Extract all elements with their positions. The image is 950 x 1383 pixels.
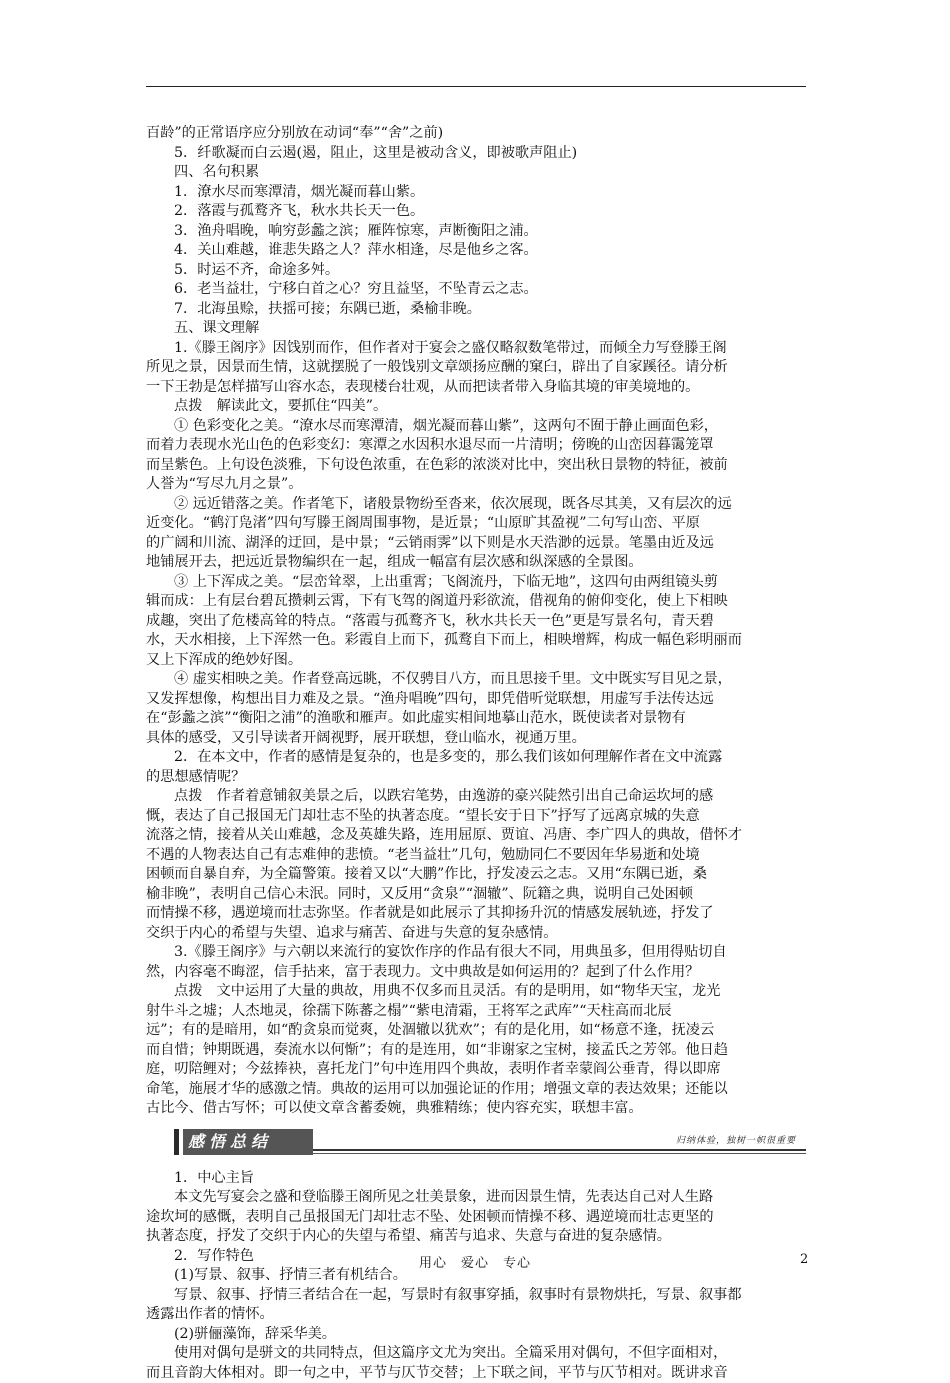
text-line: 水，天水相接，上下浑然一色。彩霞自上而下，孤鹜自下而上，相映增辉，构成一幅色彩明丽而 bbox=[146, 631, 806, 651]
text-line: 而呈紫色。上句设色淡雅，下句设色浓重，在色彩的浓淡对比中，突出秋日景物的特征，被前 bbox=[146, 456, 806, 476]
text-line: 具体的感受，又引导读者开阔视野，展开联想，登山临水，视通万里。 bbox=[146, 729, 806, 749]
page-number: 2 bbox=[800, 1252, 808, 1267]
text-line: 本文先写宴会之盛和登临滕王阁所见之壮美景象，进而因景生情，先表达自己对人生路 bbox=[146, 1188, 806, 1208]
text-line: 庭，叨陪鲤对；今兹捧袂，喜托龙门”句中连用四个典故，表明作者幸蒙阎公垂青，得以即席 bbox=[146, 1060, 806, 1080]
text-line: 点拨 作者着意铺叙美景之后，以跌宕笔势，由逸游的豪兴陡然引出自己命运坎坷的感 bbox=[146, 787, 806, 807]
text-line: 慨，表达了自己报国无门却壮志不坠的执著态度。“望长安于日下”抒写了远离京城的失意 bbox=[146, 807, 806, 827]
text-line: 古比今、借古写怀；可以使文章含蓄委婉，典雅精练；使内容充实，联想丰富。 bbox=[146, 1099, 806, 1119]
text-line: 而且音韵大体相对。即一句之中，平节与仄节交替；上下联之间，平节与仄节相对。既讲求音 bbox=[146, 1364, 806, 1383]
text-line: 点拨 文中运用了大量的典故，用典不仅多而且灵活。有的是明用，如“物华天宝，龙光 bbox=[146, 982, 806, 1002]
text-line: 6．老当益壮，宁移白首之心？穷且益坚，不坠青云之志。 bbox=[146, 280, 806, 300]
text-line: ④ 虚实相映之美。作者登高远眺，不仅骋目八方，而且思接千里。文中既实写目见之景， bbox=[146, 670, 806, 690]
text-line: 然，内容毫不晦涩，信手拈来，富于表现力。文中典故是如何运用的？起到了什么作用？ bbox=[146, 963, 806, 983]
banner-subtitle: 归纳体验，独树一帜很重要 bbox=[676, 1133, 796, 1146]
text-line: (2)骈俪藻饰，辞采华美。 bbox=[146, 1325, 806, 1345]
text-line: 写景、叙事、抒情三者结合在一起，写景时有叙事穿插，叙事时有景物烘托，写景、叙事都 bbox=[146, 1286, 806, 1306]
text-line: 射牛斗之墟；人杰地灵，徐孺下陈蕃之榻”“紫电清霜，王将军之武库”“天柱高而北辰 bbox=[146, 1002, 806, 1022]
text-line: 3．渔舟唱晚，响穷彭蠡之滨；雁阵惊寒，声断衡阳之浦。 bbox=[146, 222, 806, 242]
footer-motto: 用心 爱心 专心 bbox=[0, 1252, 950, 1271]
text-line: 人誉为“写尽九月之景”。 bbox=[146, 475, 806, 495]
text-line: 5．纤歌凝而白云遏(遏，阻止，这里是被动含义，即被歌声阻止) bbox=[146, 144, 806, 164]
text-line: 不遇的人物表达自己有志难伸的悲愤。“老当益壮”几句，勉励同仁不要因年华易逝和处境 bbox=[146, 846, 806, 866]
text-line: 百龄”的正常语序应分别放在动词“奉”“舍”之前) bbox=[146, 124, 806, 144]
text-line: 远”；有的是暗用，如“酌贪泉而觉爽，处涸辙以犹欢”；有的是化用，如“杨意不逢，抚凌云 bbox=[146, 1021, 806, 1041]
text-line: 榆非晚”，表明自己信心未泯。同时，又反用“贪泉”“涸辙”、阮籍之典，说明自己处困顿 bbox=[146, 885, 806, 905]
text-block-main bbox=[146, 124, 806, 1119]
text-line: 的思想感情呢？ bbox=[146, 768, 806, 788]
text-line: 2．写作特色 bbox=[146, 1247, 806, 1267]
text-line: 7．北海虽赊，扶摇可接；东隅已逝，桑榆非晚。 bbox=[146, 300, 806, 320]
text-line: 又发挥想像，构想出目力难及之景。“渔舟唱晚”四句，即凭借听觉联想，用虚写手法传达远 bbox=[146, 690, 806, 710]
text-line: 3.《滕王阁序》与六朝以来流行的宴饮作序的作品有很大不同，用典虽多，但用得贴切自 bbox=[146, 943, 806, 963]
text-line: 2．落霞与孤鹜齐飞，秋水共长天一色。 bbox=[146, 202, 806, 222]
text-line: 5．时运不齐，命途多舛。 bbox=[146, 261, 806, 281]
banner-title: 感悟总结 bbox=[188, 1129, 272, 1155]
text-line: 五、课文理解 bbox=[146, 319, 806, 339]
section-banner bbox=[174, 1125, 806, 1159]
text-line: 四、名句积累 bbox=[146, 163, 806, 183]
text-line: 点拨 解读此文，要抓住“四美”。 bbox=[146, 397, 806, 417]
text-line: 地铺展开去，把远近景物编织在一起，组成一幅富有层次感和纵深感的全景图。 bbox=[146, 553, 806, 573]
text-line: 在“彭蠡之滨”“衡阳之浦”的渔歌和雁声。如此虚实相间地摹山范水，既使读者对景物有 bbox=[146, 709, 806, 729]
text-block-summary bbox=[146, 1169, 806, 1383]
text-line: 途坎坷的感慨，表明自己虽报国无门却壮志不坠、处困顿而情操不移、遇逆境而壮志更坚的 bbox=[146, 1208, 806, 1228]
text-line: 1.《滕王阁序》因饯别而作，但作者对于宴会之盛仅略叙数笔带过，而倾全力写登滕王阁 bbox=[146, 339, 806, 359]
text-line: 又上下浑成的绝妙好图。 bbox=[146, 651, 806, 671]
page-footer bbox=[0, 1252, 950, 1272]
text-line: 执著态度，抒发了交织于内心的失望与希望、痛苦与追求、失意与奋进的复杂感情。 bbox=[146, 1227, 806, 1247]
text-line: 一下王勃是怎样描写山容水态，表现楼台壮观，从而把读者带入身临其境的审美境地的。 bbox=[146, 378, 806, 398]
header-rule bbox=[146, 86, 806, 87]
text-line: (1)写景、叙事、抒情三者有机结合。 bbox=[146, 1266, 806, 1286]
text-line: 流落之情，接着从关山难越，念及英雄失路，连用屈原、贾谊、冯唐、李广四人的典故，借怀才 bbox=[146, 826, 806, 846]
banner-rule-thin bbox=[313, 1153, 806, 1154]
text-line: 困顿而自暴自弃，为全篇警策。接着又以“大鹏”作比，抒发凌云之志。又用“东隅已逝，桑 bbox=[146, 865, 806, 885]
text-line: 而自惜；钟期既遇，奏流水以何惭”；有的是连用，如“非谢家之宝树，接孟氏之芳邻。他日趋 bbox=[146, 1041, 806, 1061]
text-line: 而情操不移，遇逆境而壮志弥坚。作者就是如此展示了其抑扬升沉的情感发展轨迹，抒发了 bbox=[146, 904, 806, 924]
text-line: 而着力表现水光山色的色彩变幻：寒潭之水因积水退尽而一片清明；傍晚的山峦因暮霭笼罩 bbox=[146, 436, 806, 456]
text-line: 命笔，施展才华的感激之情。典故的运用可以加强论证的作用；增强文章的表达效果；还能以 bbox=[146, 1080, 806, 1100]
text-line: 辑而成：上有层台碧瓦攒刺云霄，下有飞驾的阁道丹彩欲流，借视角的俯仰变化，使上下相映 bbox=[146, 592, 806, 612]
text-line: 4．关山难越，谁悲失路之人？萍水相逢，尽是他乡之客。 bbox=[146, 241, 806, 261]
text-line: 成趣，突出了危楼高耸的特点。“落霞与孤鹜齐飞，秋水共长天一色”更是写景名句，青天碧 bbox=[146, 612, 806, 632]
text-line: 近变化。“鹤汀凫渚”四句写滕王阁周围事物，是近景；“山原旷其盈视”二句写山峦、平原 bbox=[146, 514, 806, 534]
text-line: ③ 上下浑成之美。“层峦耸翠，上出重霄；飞阁流丹，下临无地”，这四句由两组镜头剪 bbox=[146, 573, 806, 593]
banner-rule bbox=[313, 1149, 806, 1151]
text-line: 1．潦水尽而寒潭清，烟光凝而暮山紫。 bbox=[146, 183, 806, 203]
banner-accent-bar bbox=[174, 1129, 179, 1155]
text-line: 使用对偶句是骈文的共同特点，但这篇序文尤为突出。全篇采用对偶句，不但字面相对， bbox=[146, 1344, 806, 1364]
text-line: 交织于内心的希望与失望、追求与痛苦、奋进与失意的复杂感情。 bbox=[146, 924, 806, 944]
text-line: 所见之景，因景而生情，这就摆脱了一般饯别文章颂扬应酬的窠臼，辟出了自家蹊径。请分析 bbox=[146, 358, 806, 378]
text-line: 的广阔和川流、湖泽的迂回，是中景；“云销雨霁”以下则是水天浩渺的远景。笔墨由近及远 bbox=[146, 534, 806, 554]
text-line: 透露出作者的情怀。 bbox=[146, 1305, 806, 1325]
text-line: 2．在本文中，作者的感情是复杂的，也是多变的，那么我们该如何理解作者在文中流露 bbox=[146, 748, 806, 768]
text-line: 1．中心主旨 bbox=[146, 1169, 806, 1189]
document-body bbox=[146, 124, 806, 1383]
text-line: ② 远近错落之美。作者笔下，诸般景物纷至沓来，依次展现，既各尽其美，又有层次的远 bbox=[146, 495, 806, 515]
text-line: ① 色彩变化之美。“潦水尽而寒潭清，烟光凝而暮山紫”，这两句不囿于静止画面色彩， bbox=[146, 417, 806, 437]
